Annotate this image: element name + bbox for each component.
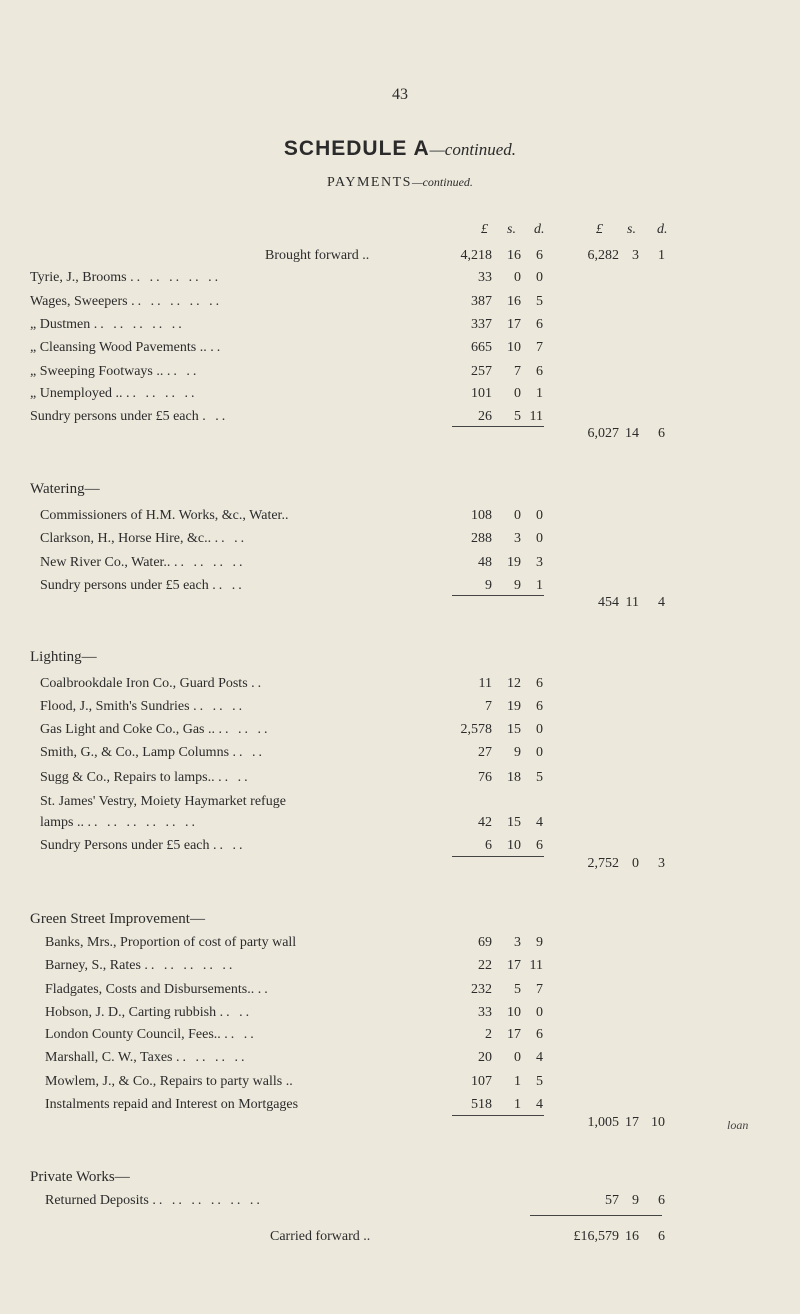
row-label-text: Returned Deposits: [45, 1193, 149, 1208]
row-label: [40, 676, 264, 692]
amount-shillings: 15: [507, 815, 521, 830]
amount-pounds: 69: [478, 935, 492, 950]
amount-pence: 0: [536, 745, 543, 760]
row-label: [40, 794, 286, 810]
row-label: [45, 1097, 298, 1113]
row-label: [40, 770, 251, 786]
row-label-text: Sugg & Co., Repairs to lamps..: [40, 770, 215, 785]
amount-shillings: 19: [507, 555, 521, 570]
row-label-text: Mowlem, J., & Co., Repairs to party walls ..: [45, 1074, 293, 1089]
amount-pounds: 42: [478, 815, 492, 830]
row-label: [45, 982, 271, 998]
amount-pounds: 518: [471, 1097, 492, 1112]
row-leader-dots: .. .. .. .. ..: [144, 958, 236, 973]
section-heading: Private Works—: [30, 1169, 130, 1185]
row-label: [40, 578, 245, 594]
total-pence: 6: [658, 1229, 665, 1244]
total-pence: 4: [658, 595, 665, 610]
table-row: [0, 699, 800, 721]
table-row: [0, 770, 800, 792]
section-total-row: [0, 856, 800, 878]
row-label-text: „ Cleansing Wood Pavements ..: [30, 340, 207, 355]
table-row: [0, 508, 800, 530]
table-row: [0, 386, 800, 408]
row-label-text: Wages, Sweepers: [30, 294, 128, 309]
amount-shillings: 0: [514, 386, 521, 401]
row-label-text: lamps ..: [40, 815, 84, 830]
total-shillings: 11: [625, 595, 639, 610]
row-leader-dots: .. ..: [214, 531, 248, 546]
row-leader-dots: .. .. .. .. ..: [131, 294, 223, 309]
carried-forward-label: Carried forward ..: [270, 1229, 371, 1244]
row-leader-dots: .. .. .. .. ..: [93, 317, 185, 332]
table-row: [0, 1005, 800, 1027]
subtitle-main: PAYMENTS: [327, 175, 412, 190]
page-subtitle: [0, 175, 800, 191]
amount-pounds: 20: [478, 1050, 492, 1065]
table-row: [0, 294, 800, 316]
row-leader-dots: .. .. .. .. .. ..: [87, 815, 198, 830]
row-label: [40, 508, 288, 524]
row-leader-dots: .. .. .. ..: [173, 555, 246, 570]
table-row: [0, 815, 800, 837]
row-label: [40, 555, 245, 571]
amount-pence: 6: [536, 676, 543, 691]
row-label-text: Smith, G., & Co., Lamp Columns: [40, 745, 230, 760]
table-row: [0, 270, 800, 292]
amount-shillings: 10: [507, 340, 521, 355]
table-row: [0, 745, 800, 767]
amount-pounds: 288: [471, 531, 492, 546]
amount-pounds: 107: [471, 1074, 492, 1089]
row-label: [45, 1193, 263, 1209]
row-leader-dots: ..: [210, 340, 224, 355]
brought-forward-label: Brought forward ..: [265, 248, 370, 263]
total-pounds: 6,282: [587, 248, 619, 263]
page-title: [0, 136, 800, 161]
row-label: [40, 531, 247, 547]
table-row: [0, 722, 800, 744]
amount-pounds: 26: [478, 409, 492, 424]
amount-pounds: 387: [471, 294, 492, 309]
row-label: [30, 364, 199, 380]
row-label-text: „ Dustmen: [30, 317, 91, 332]
amount-shillings: 5: [514, 409, 521, 424]
row-label: [40, 699, 245, 715]
row-leader-dots: .. ..: [232, 745, 266, 760]
row-label: [45, 958, 235, 974]
amount-pence: 6: [536, 1027, 543, 1042]
row-label-text: Flood, J., Smith's Sundries: [40, 699, 190, 714]
table-row: [0, 1050, 800, 1072]
col-header-total-pounds: £: [596, 222, 603, 237]
total-shillings: 0: [632, 856, 639, 871]
row-label: [45, 1005, 252, 1021]
row-label-text: „ Unemployed ..: [30, 386, 123, 401]
amount-shillings: 3: [514, 531, 521, 546]
table-row: [0, 317, 800, 339]
row-label: [30, 294, 222, 310]
amount-shillings: 9: [514, 578, 521, 593]
total-pence: 3: [658, 856, 665, 871]
row-label: [40, 722, 270, 738]
row-leader-dots: .. ..: [219, 1005, 253, 1020]
section-heading: Green Street Improvement—: [30, 911, 205, 927]
amount-pounds: 48: [478, 555, 492, 570]
amount-pounds: 101: [471, 386, 492, 401]
row-label-text: New River Co., Water..: [40, 555, 171, 570]
table-row: [0, 982, 800, 1004]
amount-pence: 11: [529, 409, 543, 424]
amount-pounds: 2: [485, 1027, 492, 1042]
row-leader-dots: .. ..: [218, 770, 251, 785]
amount-shillings: 7: [514, 364, 521, 379]
amount-pounds: 33: [478, 1005, 492, 1020]
total-pounds: 6,027: [587, 426, 619, 441]
row-label-text: Sundry persons under £5 each: [40, 578, 209, 593]
table-row: [0, 364, 800, 386]
amount-pounds: 22: [478, 958, 492, 973]
amount-shillings: 1: [514, 1097, 521, 1112]
amount-pounds: 665: [471, 340, 492, 355]
amount-pence: 4: [536, 1097, 543, 1112]
col-header-pounds: £: [481, 222, 488, 237]
amount-pence: 5: [536, 294, 543, 309]
amount-shillings: 15: [507, 722, 521, 737]
row-label-text: Sundry Persons under £5 each: [40, 838, 210, 853]
row-label-text: Hobson, J. D., Carting rubbish: [45, 1005, 217, 1020]
amount-shillings: 0: [514, 270, 521, 285]
amount-shillings: 16: [507, 248, 521, 263]
amount-pence: 6: [536, 838, 543, 853]
amount-pence: 0: [536, 508, 543, 523]
row-label: [30, 340, 223, 356]
amount-shillings: 16: [507, 294, 521, 309]
row-label-text: Marshall, C. W., Taxes: [45, 1050, 173, 1065]
row-label: [45, 1074, 293, 1090]
amount-pounds: 108: [471, 508, 492, 523]
row-label-text: Instalments repaid and Interest on Mortgages: [45, 1097, 299, 1112]
row-label: [45, 1050, 247, 1066]
amount-pounds: 33: [478, 270, 492, 285]
row-label-text: St. James' Vestry, Moiety Haymarket refuge: [40, 794, 286, 809]
amount-pounds: 7: [485, 699, 492, 714]
amount-pounds: 2,578: [460, 722, 492, 737]
page-number: 43: [392, 86, 408, 103]
amount-pence: 5: [536, 1074, 543, 1089]
row-label-text: „ Sweeping Footways ..: [30, 364, 164, 379]
section-total-row: [0, 426, 800, 448]
amount-shillings: 17: [507, 958, 521, 973]
table-row: [0, 935, 800, 957]
amount-pence: 6: [536, 364, 543, 379]
amount-shillings: 10: [507, 838, 521, 853]
table-row: [0, 340, 800, 362]
title-suffix: —continued.: [429, 140, 517, 159]
amount-shillings: 9: [514, 745, 521, 760]
amount-pounds: 11: [478, 676, 492, 691]
section-heading: Lighting—: [30, 649, 97, 665]
total-pence: 10: [651, 1115, 665, 1130]
total-shillings: 9: [632, 1193, 639, 1208]
amount-pence: 1: [536, 578, 543, 593]
amount-pence: 1: [536, 386, 543, 401]
amount-pounds: 76: [478, 770, 492, 785]
total-pence: 6: [658, 1193, 665, 1208]
row-label: [30, 270, 221, 286]
total-shillings: 16: [625, 1229, 639, 1244]
amount-pounds: 6: [485, 838, 492, 853]
amount-shillings: 0: [514, 1050, 521, 1065]
amount-pence: 5: [536, 770, 543, 785]
row-leader-dots: . ..: [202, 409, 229, 424]
amount-shillings: 19: [507, 699, 521, 714]
amount-shillings: 5: [514, 982, 521, 997]
table-row: [0, 794, 800, 816]
row-leader-dots: .. .. .. .. ..: [130, 270, 222, 285]
subtitle-suffix: —continued.: [411, 175, 473, 189]
row-label-text: Commissioners of H.M. Works, &c., Water..: [40, 508, 289, 523]
amount-pence: 9: [536, 935, 543, 950]
row-label: [40, 838, 246, 854]
row-label: [40, 815, 198, 831]
section-total-row: [0, 1115, 800, 1137]
total-pounds: £16,579: [573, 1229, 619, 1244]
row-leader-dots: .. .. .. ..: [126, 386, 198, 401]
row-label-text: Banks, Mrs., Proportion of cost of party wall: [45, 935, 297, 950]
row-label-text: Clarkson, H., Horse Hire, &c..: [40, 531, 212, 546]
table-row: [0, 1027, 800, 1049]
table-row: [0, 1074, 800, 1096]
row-label-text: Sundry persons under £5 each: [30, 409, 199, 424]
amount-pence: 6: [536, 699, 543, 714]
table-row: [0, 676, 800, 698]
row-label: [30, 386, 198, 402]
row-leader-dots: .. .. ..: [218, 722, 271, 737]
carried-forward-row: [0, 1229, 800, 1251]
amount-pounds: 337: [471, 317, 492, 332]
total-shillings: 3: [632, 248, 639, 263]
row-leader-dots: ..: [257, 982, 271, 997]
total-shillings: 14: [625, 426, 639, 441]
amount-pounds: 4,218: [460, 248, 492, 263]
row-label-text: Fladgates, Costs and Disbursements..: [45, 982, 255, 997]
amount-shillings: 12: [507, 676, 521, 691]
col-header-total-pence: d.: [657, 222, 668, 237]
row-label-text: Tyrie, J., Brooms: [30, 270, 127, 285]
row-leader-dots: .. .. ..: [193, 699, 246, 714]
brought-forward-row: [0, 248, 800, 270]
row-label-text: Coalbrookdale Iron Co., Guard Posts: [40, 676, 248, 691]
total-pounds: 454: [598, 595, 619, 610]
grand-total-rule: [530, 1215, 662, 1216]
amount-pence: 4: [536, 1050, 543, 1065]
table-row: [0, 958, 800, 980]
row-leader-dots: .. ..: [212, 578, 245, 593]
total-pence: 6: [658, 426, 665, 441]
amount-pence: 7: [536, 340, 543, 355]
amount-pence: 0: [536, 270, 543, 285]
amount-pence: 0: [536, 722, 543, 737]
row-leader-dots: .. ..: [213, 838, 246, 853]
total-shillings: 17: [625, 1115, 639, 1130]
amount-pounds: 232: [471, 982, 492, 997]
row-label-text: London County Council, Fees..: [45, 1027, 221, 1042]
total-pence: 1: [658, 248, 665, 263]
amount-shillings: 1: [514, 1074, 521, 1089]
amount-pence: 11: [529, 958, 543, 973]
amount-shillings: 3: [514, 935, 521, 950]
col-header-total-shillings: s.: [627, 222, 636, 237]
row-label: [45, 1027, 257, 1043]
row-label: [45, 935, 296, 951]
row-label: [30, 409, 228, 425]
amount-shillings: 0: [514, 508, 521, 523]
total-pounds: 1,005: [587, 1115, 619, 1130]
row-label: [40, 745, 265, 761]
title-main: SCHEDULE A: [283, 137, 430, 160]
amount-pence: 4: [536, 815, 543, 830]
amount-pounds: 9: [485, 578, 492, 593]
section-heading: Watering—: [30, 481, 100, 497]
amount-shillings: 17: [507, 317, 521, 332]
amount-shillings: 10: [507, 1005, 521, 1020]
row-label-text: Gas Light and Coke Co., Gas ..: [40, 722, 215, 737]
row-leader-dots: .. .. .. ..: [175, 1050, 248, 1065]
row-leader-dots: .. .. .. .. .. ..: [152, 1193, 263, 1208]
amount-pence: 6: [536, 317, 543, 332]
table-row: [0, 1193, 800, 1215]
row-label-text: Barney, S., Rates: [45, 958, 141, 973]
handwritten-note: loan: [727, 1118, 749, 1132]
amount-shillings: 17: [507, 1027, 521, 1042]
total-pounds: 2,752: [587, 856, 619, 871]
amount-pounds: 27: [478, 745, 492, 760]
amount-pounds: 257: [471, 364, 492, 379]
col-header-pence: d.: [534, 222, 545, 237]
table-row: [0, 531, 800, 553]
amount-pence: 7: [536, 982, 543, 997]
section-total-row: [0, 595, 800, 617]
row-leader-dots: .. ..: [224, 1027, 257, 1042]
row-label: [30, 317, 185, 333]
total-pounds: 57: [605, 1193, 619, 1208]
amount-pence: 3: [536, 555, 543, 570]
table-row: [0, 555, 800, 577]
amount-pence: 0: [536, 531, 543, 546]
row-leader-dots: ..: [251, 676, 265, 691]
amount-pence: 6: [536, 248, 543, 263]
row-leader-dots: .. ..: [166, 364, 200, 379]
col-header-shillings: s.: [507, 222, 516, 237]
amount-shillings: 18: [507, 770, 521, 785]
amount-pence: 0: [536, 1005, 543, 1020]
